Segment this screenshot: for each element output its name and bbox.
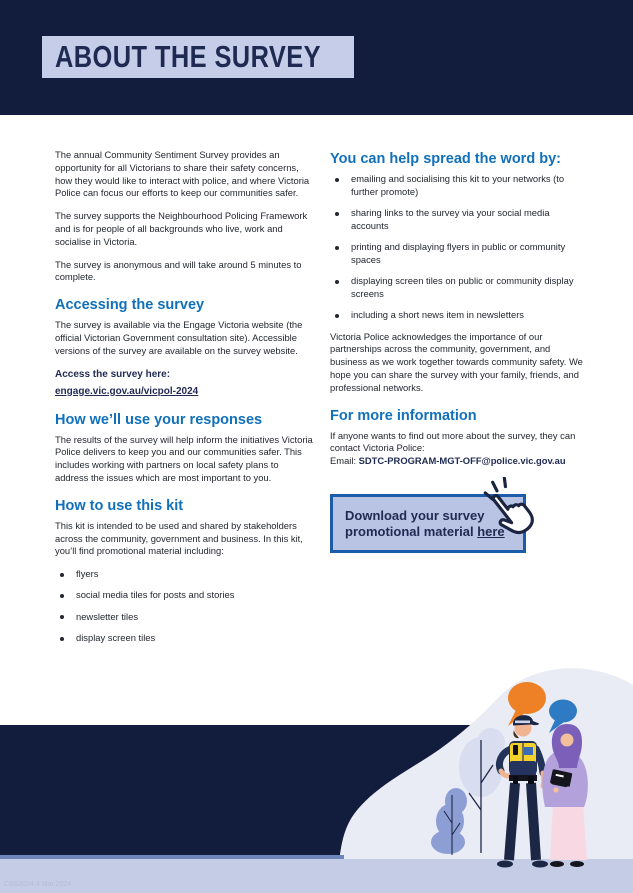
bullet-text: emailing and socialising this kit to your networks (to further promote) — [351, 173, 565, 197]
email-label: Email: — [330, 455, 359, 467]
bullet-dot — [335, 246, 339, 250]
bottom-illustration — [0, 655, 633, 893]
bullet-item — [55, 611, 313, 624]
bullet-dot — [60, 637, 64, 641]
accessing-body: The survey is available via the Engage Victoria website (the official Victorian Government consultation site). Accessible versions of the survey are available on the survey website. — [55, 319, 303, 356]
bullet-item — [330, 309, 588, 322]
download-text-line2: promotional material — [345, 524, 478, 540]
bullet-text: newsletter tiles — [76, 610, 139, 622]
bullet-item — [330, 275, 588, 301]
bullet-text: social media tiles for posts and stories — [76, 589, 235, 601]
header-band — [0, 0, 633, 115]
spread-body: Victoria Police acknowledges the importance of our partnerships across the community, government, and business as we work together towards community safety. We hope you can share the survey with your family, friends, and professional networks. — [330, 330, 583, 393]
contact-email-line — [330, 455, 588, 468]
heading-more-information: For more information — [330, 407, 477, 424]
bullet-item — [55, 568, 313, 581]
heading-use-responses: How we’ll use your responses — [55, 411, 263, 428]
kit-bullet-list — [55, 568, 313, 645]
contact-email: SDTC-PROGRAM-MGT-OFF@police.vic.gov.au — [358, 455, 566, 467]
bullet-item — [55, 589, 313, 602]
bullet-dot — [335, 280, 339, 284]
intro-paragraph-2: The survey supports the Neighbourhood Policing Framework and is for people of all backgrounds who live, work and socialise in Victoria. — [55, 210, 308, 247]
heading-spread-word: You can help spread the word by: — [330, 151, 561, 167]
access-cta-label: Access the survey here: — [55, 368, 171, 380]
download-text-line1: Download your survey — [345, 508, 485, 524]
bullet-text: displaying screen tiles on public or community display screens — [351, 275, 574, 300]
bullet-item — [330, 207, 588, 233]
bullet-dot — [60, 594, 64, 598]
heading-use-kit: How to use this kit — [55, 497, 184, 514]
bullet-dot — [335, 314, 339, 318]
intro-paragraph-3: The survey is anonymous and will take around 5 minutes to complete. — [55, 258, 302, 283]
bullet-text: flyers — [76, 568, 99, 580]
heading-accessing-survey: Accessing the survey — [55, 297, 205, 314]
content — [0, 115, 633, 653]
bullet-text: display screen tiles — [76, 632, 156, 644]
version-stamp: CSS2024 4 Mar 2024 — [4, 881, 72, 888]
download-material-button[interactable] — [330, 494, 526, 553]
intro-paragraph-1: The annual Community Sentiment Survey provides an opportunity for all Victorians to share their safety concerns, how they would like to interact with police, and where Victoria Police can focus our efforts to keep our communities safer. — [55, 149, 310, 199]
ground-line — [0, 855, 344, 859]
page-title-text: ABOUT THE SURVEY — [55, 39, 321, 74]
responses-body: The results of the survey will help inform the initiatives Victoria Police delivers to keep you and our communities safer. This includes working with partners on local safety plans to address the issues which are most important to you. — [55, 433, 313, 483]
bullet-dot — [60, 615, 64, 619]
bullet-dot — [60, 573, 64, 577]
download-here-link[interactable]: here — [477, 524, 505, 540]
right-column — [330, 149, 588, 653]
page-title — [42, 36, 354, 78]
bullet-item — [55, 632, 313, 645]
access-cta — [55, 368, 313, 399]
left-column — [55, 149, 313, 653]
spread-bullet-list — [330, 173, 588, 322]
bullet-text: sharing links to the survey via your social media accounts — [351, 207, 550, 231]
bullet-item — [330, 173, 588, 199]
hand-click-icon — [483, 477, 547, 545]
bullet-text: including a short news item in newsletters — [351, 309, 524, 321]
bullet-text: printing and displaying flyers in public or community spaces — [351, 241, 566, 265]
more-info-body: If anyone wants to find out more about the survey, they can contact Victoria Police: — [330, 429, 576, 454]
survey-link[interactable]: engage.vic.gov.au/vicpol-2024 — [55, 385, 199, 397]
bullet-dot — [335, 212, 339, 216]
bullet-item — [330, 241, 588, 267]
bullet-dot — [335, 178, 339, 182]
kit-body: This kit is intended to be used and shared by stakeholders across the community, government and business. In this kit, you’ll find promotional material including: — [55, 519, 303, 557]
